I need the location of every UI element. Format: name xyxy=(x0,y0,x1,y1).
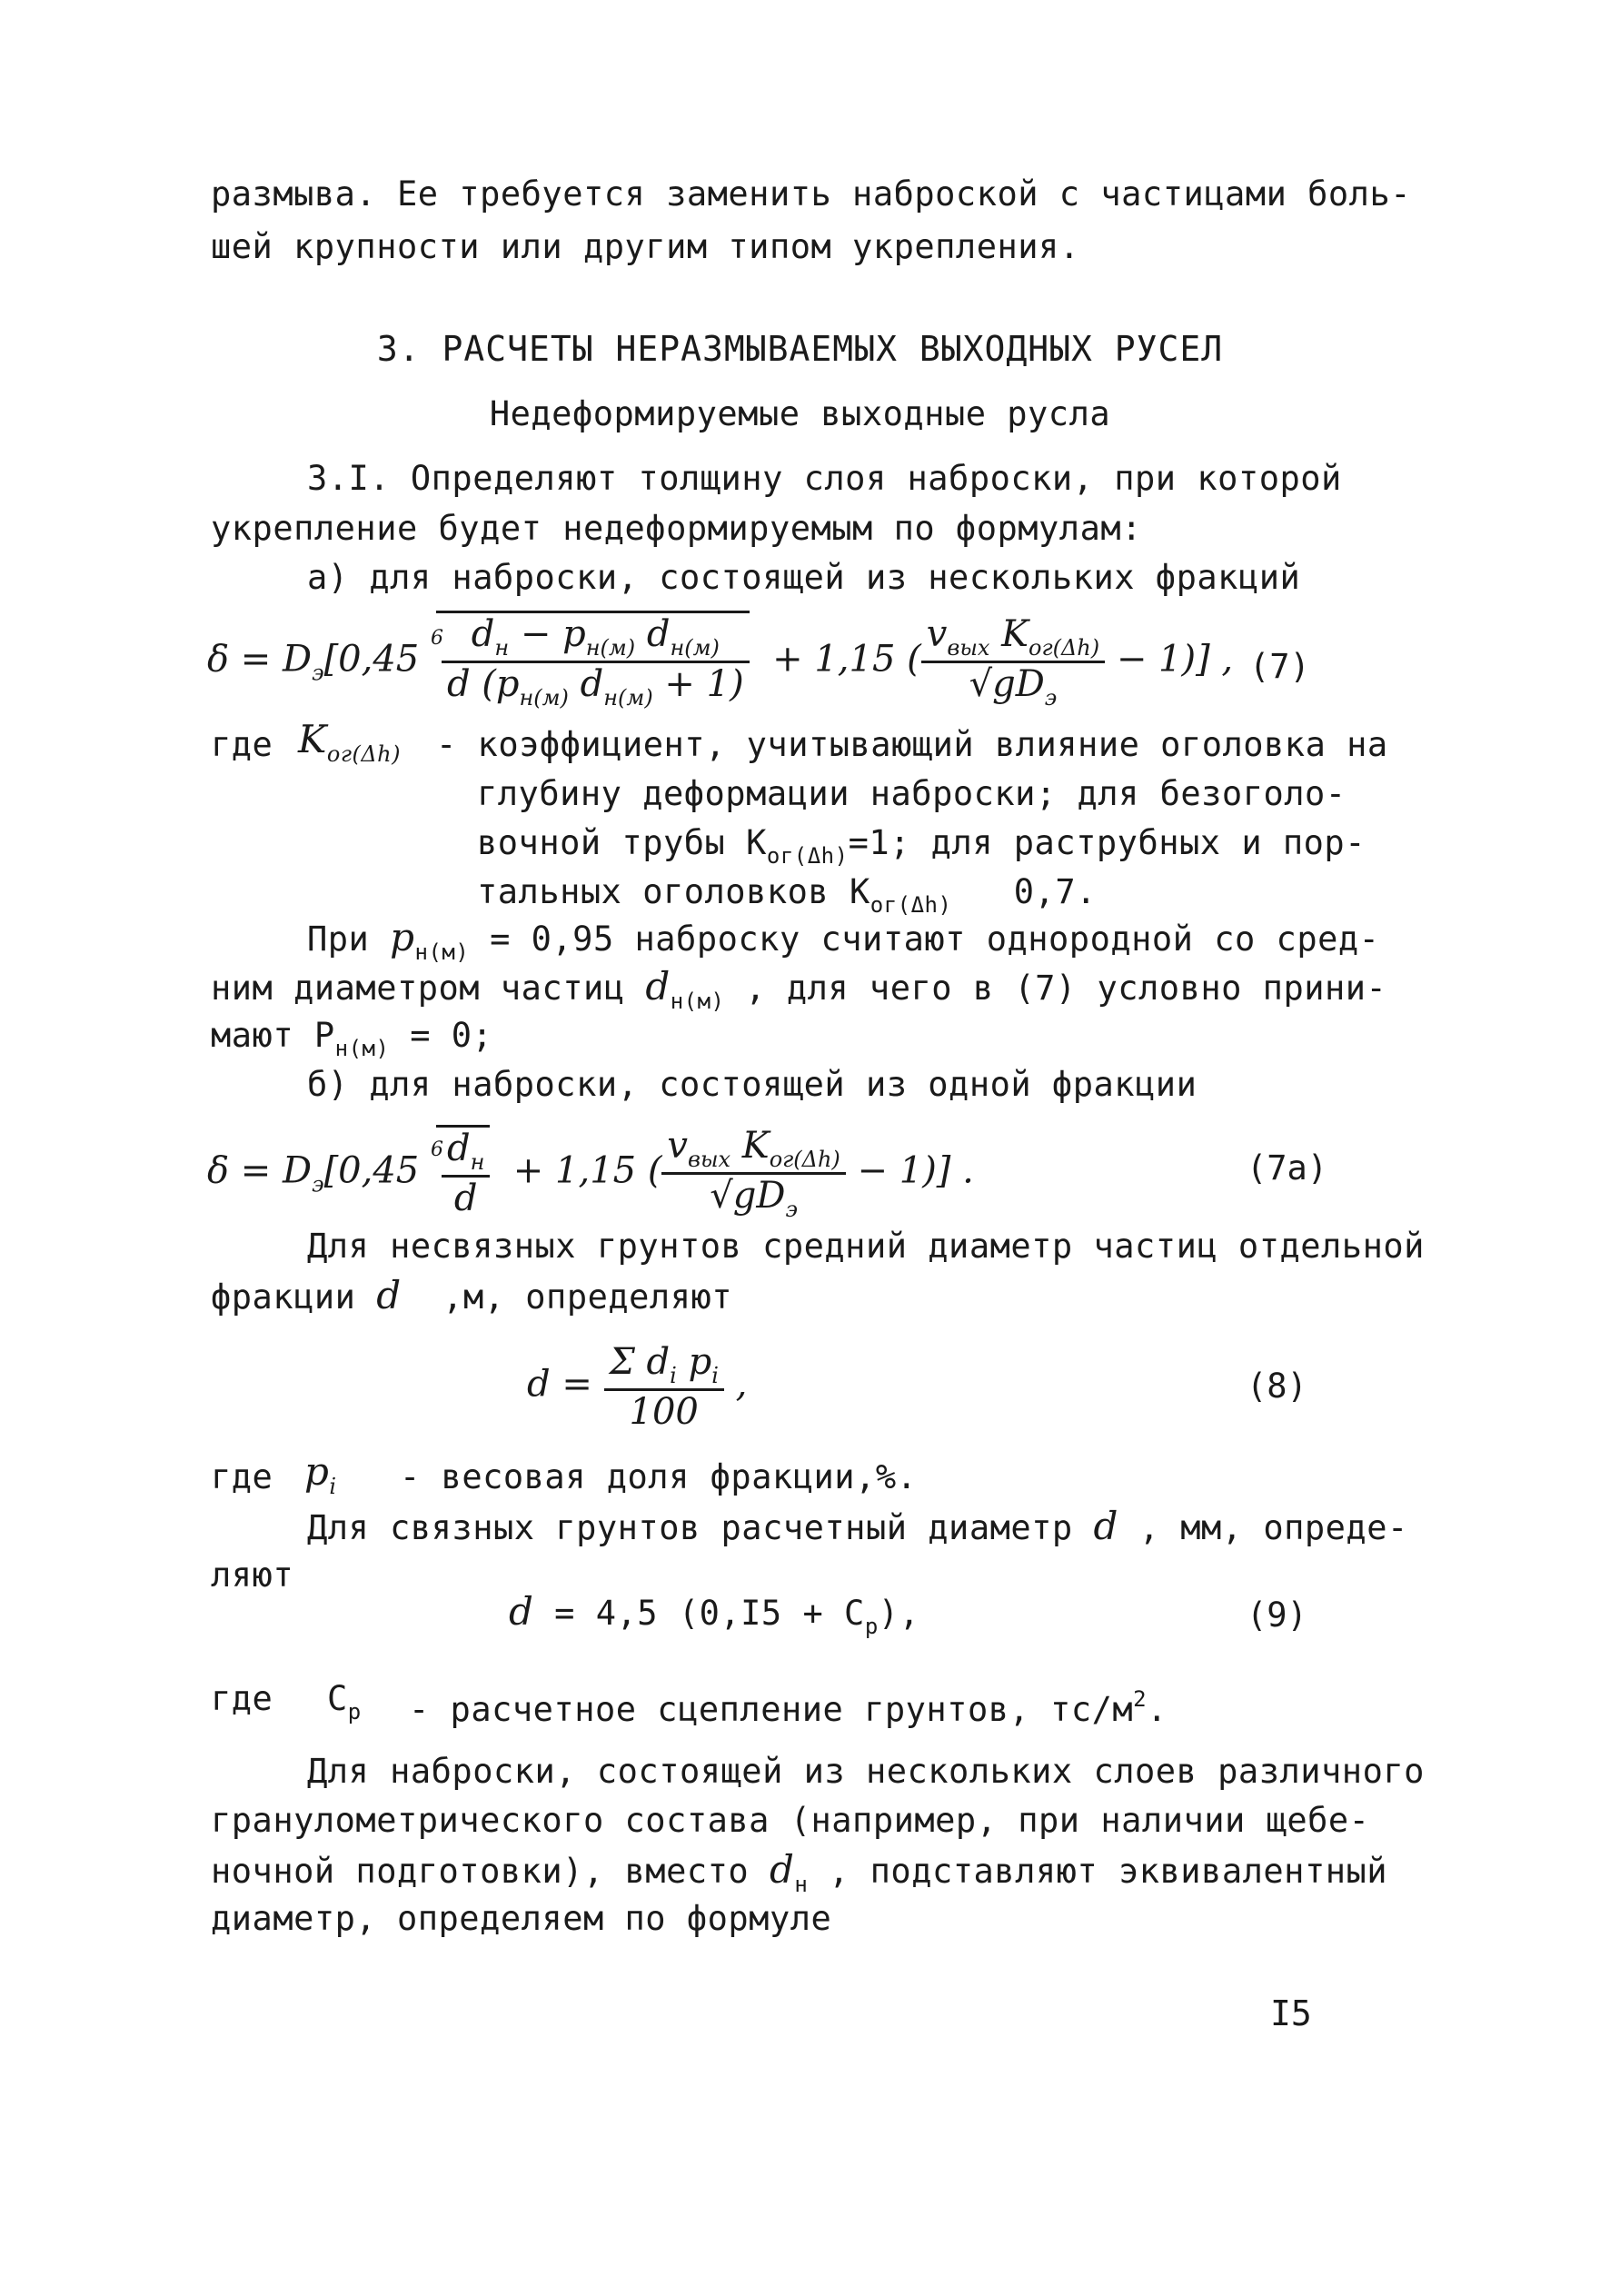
formula-7a: $\delta = D_э[0,45$ $^6$ $\frac{d_н}{d}$ + 1,15 ( $\frac{v_{вых} K_{ог(\Delta h)}}{√gD_э}$ − 1)] . xyxy=(207,1125,974,1222)
where-text: - коэффициент, учитывающий влияние оголовка на xyxy=(436,725,1388,764)
paragraph-line: диаметр, определяем по формуле xyxy=(211,1899,832,1938)
list-item-a: а) для наброски, состоящей из нескольких фракций xyxy=(307,558,1301,597)
symbol-p: $p_i$ xyxy=(304,1449,337,1499)
where-text: - весовая доля фракции,%. xyxy=(400,1457,918,1496)
formula-8: d = $\frac{\Sigma d_i p_i}{100}$ , xyxy=(527,1341,748,1433)
where-label: где xyxy=(211,725,273,764)
paragraph-line: 3.I. Определяют толщину слоя наброски, при которой xyxy=(307,459,1342,498)
formula-9: d = 4,5 $(0,I5 + C_р)$, xyxy=(509,1589,920,1639)
paragraph-line: размыва. Ее требуется заменить наброской с частицами боль- xyxy=(211,174,1412,214)
paragraph-line: гранулометрического состава (например, при наличии щебе- xyxy=(211,1801,1370,1840)
paragraph-line: ним диаметром частиц $d_{н(м)}$ , для чего в (7) условно прини- xyxy=(211,964,1387,1014)
section-title: 3. РАСЧЕТЫ НЕРАЗМЫВАЕМЫХ ВЫХОДНЫХ РУСЕЛ xyxy=(376,329,1224,369)
page-number: I5 xyxy=(1270,1993,1312,2033)
symbol-cp: $C_р$ xyxy=(327,1679,362,1724)
where-text: глубину деформации наброски; для безоголо- xyxy=(477,774,1347,813)
paragraph-line: При $p_{н(м)} = 0,95$ наброску считают однородной со сред- xyxy=(307,915,1380,965)
paragraph-line: укрепление будет недеформируемым по формулам: xyxy=(211,509,1142,548)
paragraph-line: мают $P_{н(м)} = 0$; xyxy=(211,1016,493,1061)
list-item-b: б) для наброски, состоящей из одной фракции xyxy=(307,1065,1198,1104)
where-label: где xyxy=(211,1679,273,1718)
where-text: тальных оголовков $K_{ог(\Delta h)}$ 0,7. xyxy=(477,872,1097,918)
paragraph-line: Для наброски, состоящей из нескольких слоев различного xyxy=(307,1752,1425,1791)
equation-number: (8) xyxy=(1247,1367,1307,1406)
symbol-k: $K_{ог(\Delta h)}$ xyxy=(298,717,401,767)
paragraph-line: ночной подготовки), вместо $d_н$ , подставляют эквивалентный xyxy=(211,1847,1388,1897)
subsection-title: Недеформируемые выходные русла xyxy=(489,394,1111,433)
formula-7: $\delta = D_э[0,45$ $^6$ $\frac{d_н - p_{н(м)} d_{н(м)}}{d (p_{н(м)} d_{н(м)} + 1)}$ + 1,15 ( $\frac{v_{вых} K_{ог(\Delta h)}}{√gD_э}$ − 1)] , xyxy=(207,611,1233,711)
where-text: вочной трубы $K_{ог(\Delta h)}=1$; для раструбных и пор- xyxy=(477,823,1366,869)
where-text: - расчетное сцепление грунтов, $тс/м^2$. xyxy=(409,1686,1168,1729)
paragraph-line: Для связных грунтов расчетный диаметр d , мм, опреде- xyxy=(307,1504,1408,1548)
paragraph-line: Для несвязных грунтов средний диаметр частиц отдельной xyxy=(307,1227,1425,1266)
paragraph-line: шей крупности или другим типом укрепления. xyxy=(211,227,1080,266)
where-label: где xyxy=(211,1457,273,1496)
equation-number: (9) xyxy=(1247,1595,1307,1635)
equation-number: (7) xyxy=(1249,647,1310,686)
equation-number: (7а) xyxy=(1247,1148,1328,1188)
paragraph-line: фракции d ,м, определяют xyxy=(211,1273,733,1317)
paragraph-line: ляют xyxy=(211,1556,294,1595)
